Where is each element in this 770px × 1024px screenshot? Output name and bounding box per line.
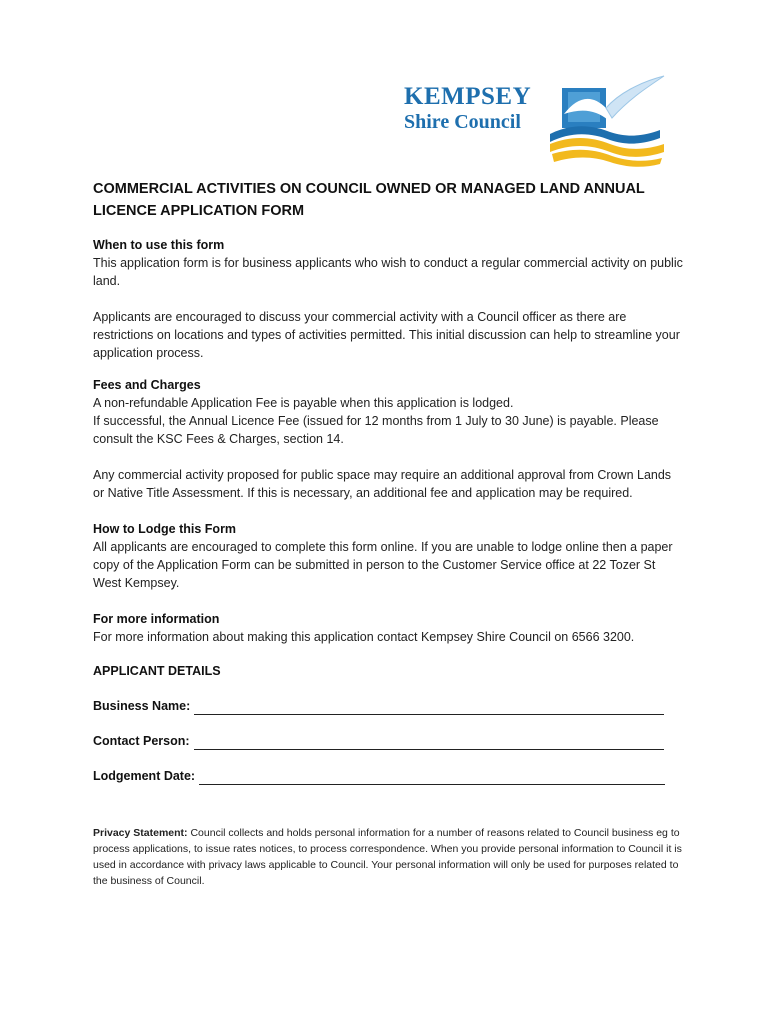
logo-subtitle: Shire Council [404,111,521,133]
privacy-statement [93,825,683,889]
lodge-paragraph: All applicants are encouraged to complete this form online. If you are unable to lodge online then a paper copy of the Application Form can be submitted in person to the Customer Service office at 22 Tozer St West Kempsey. [93,540,673,590]
fees-paragraph-2: Any commercial activity proposed for public space may require an additional approval from Crown Lands or Native Title Assessment. If this is necessary, an additional fee and application may be required. [93,468,672,500]
lodgement-date-label: Lodgement Date: [93,769,196,783]
form-title: COMMERCIAL ACTIVITIES ON COUNCIL OWNED OR MANAGED LAND ANNUAL LICENCE APPLICATION FORM [93,181,645,219]
business-name-label: Business Name: [93,699,191,713]
fees-paragraph-1a: A non-refundable Application Fee is payable when this application is lodged. [93,396,514,410]
privacy-label: Privacy Statement: [93,827,188,839]
applicant-details-heading: APPLICANT DETAILS [93,664,221,678]
info-heading: For more information [93,612,220,626]
form-content [93,178,683,889]
fees-heading: Fees and Charges [93,378,201,392]
fees-paragraph-1b: If successful, the Annual Licence Fee (issued for 12 months from 1 July to 30 June) is payable. Please consult the KSC Fees & Charges, section 14. [93,414,659,446]
council-logo [400,74,668,170]
lodgement-date-line[interactable] [199,771,665,785]
when-paragraph-1: This application form is for business applicants who wish to conduct a regular commercial activity on public land. [93,256,683,288]
contact-person-field[interactable] [93,732,683,750]
when-heading: When to use this form [93,238,225,252]
info-paragraph: For more information about making this application contact Kempsey Shire Council on 6566 3200. [93,630,635,644]
contact-person-line[interactable] [194,736,664,750]
when-paragraph-2: Applicants are encouraged to discuss your commercial activity with a Council officer as there are restrictions on locations and types of activities permitted. This initial discussion can help to streamline your application process. [93,310,680,360]
privacy-text: Council collects and holds personal information for a number of reasons related to Council business eg to process applications, to issue rates notices, to process correspondence. When you provide personal information to Council it is used in accordance with privacy laws applicable to Council. Your personal information will only be used for purposes related to the business of Council. [93,827,682,887]
business-name-field[interactable] [93,697,683,715]
lodge-heading: How to Lodge this Form [93,522,237,536]
contact-person-label: Contact Person: [93,734,190,748]
logo-title: KEMPSEY [404,83,532,110]
lodgement-date-field[interactable] [93,767,683,785]
business-name-line[interactable] [194,701,664,715]
council-emblem-icon [548,74,668,170]
